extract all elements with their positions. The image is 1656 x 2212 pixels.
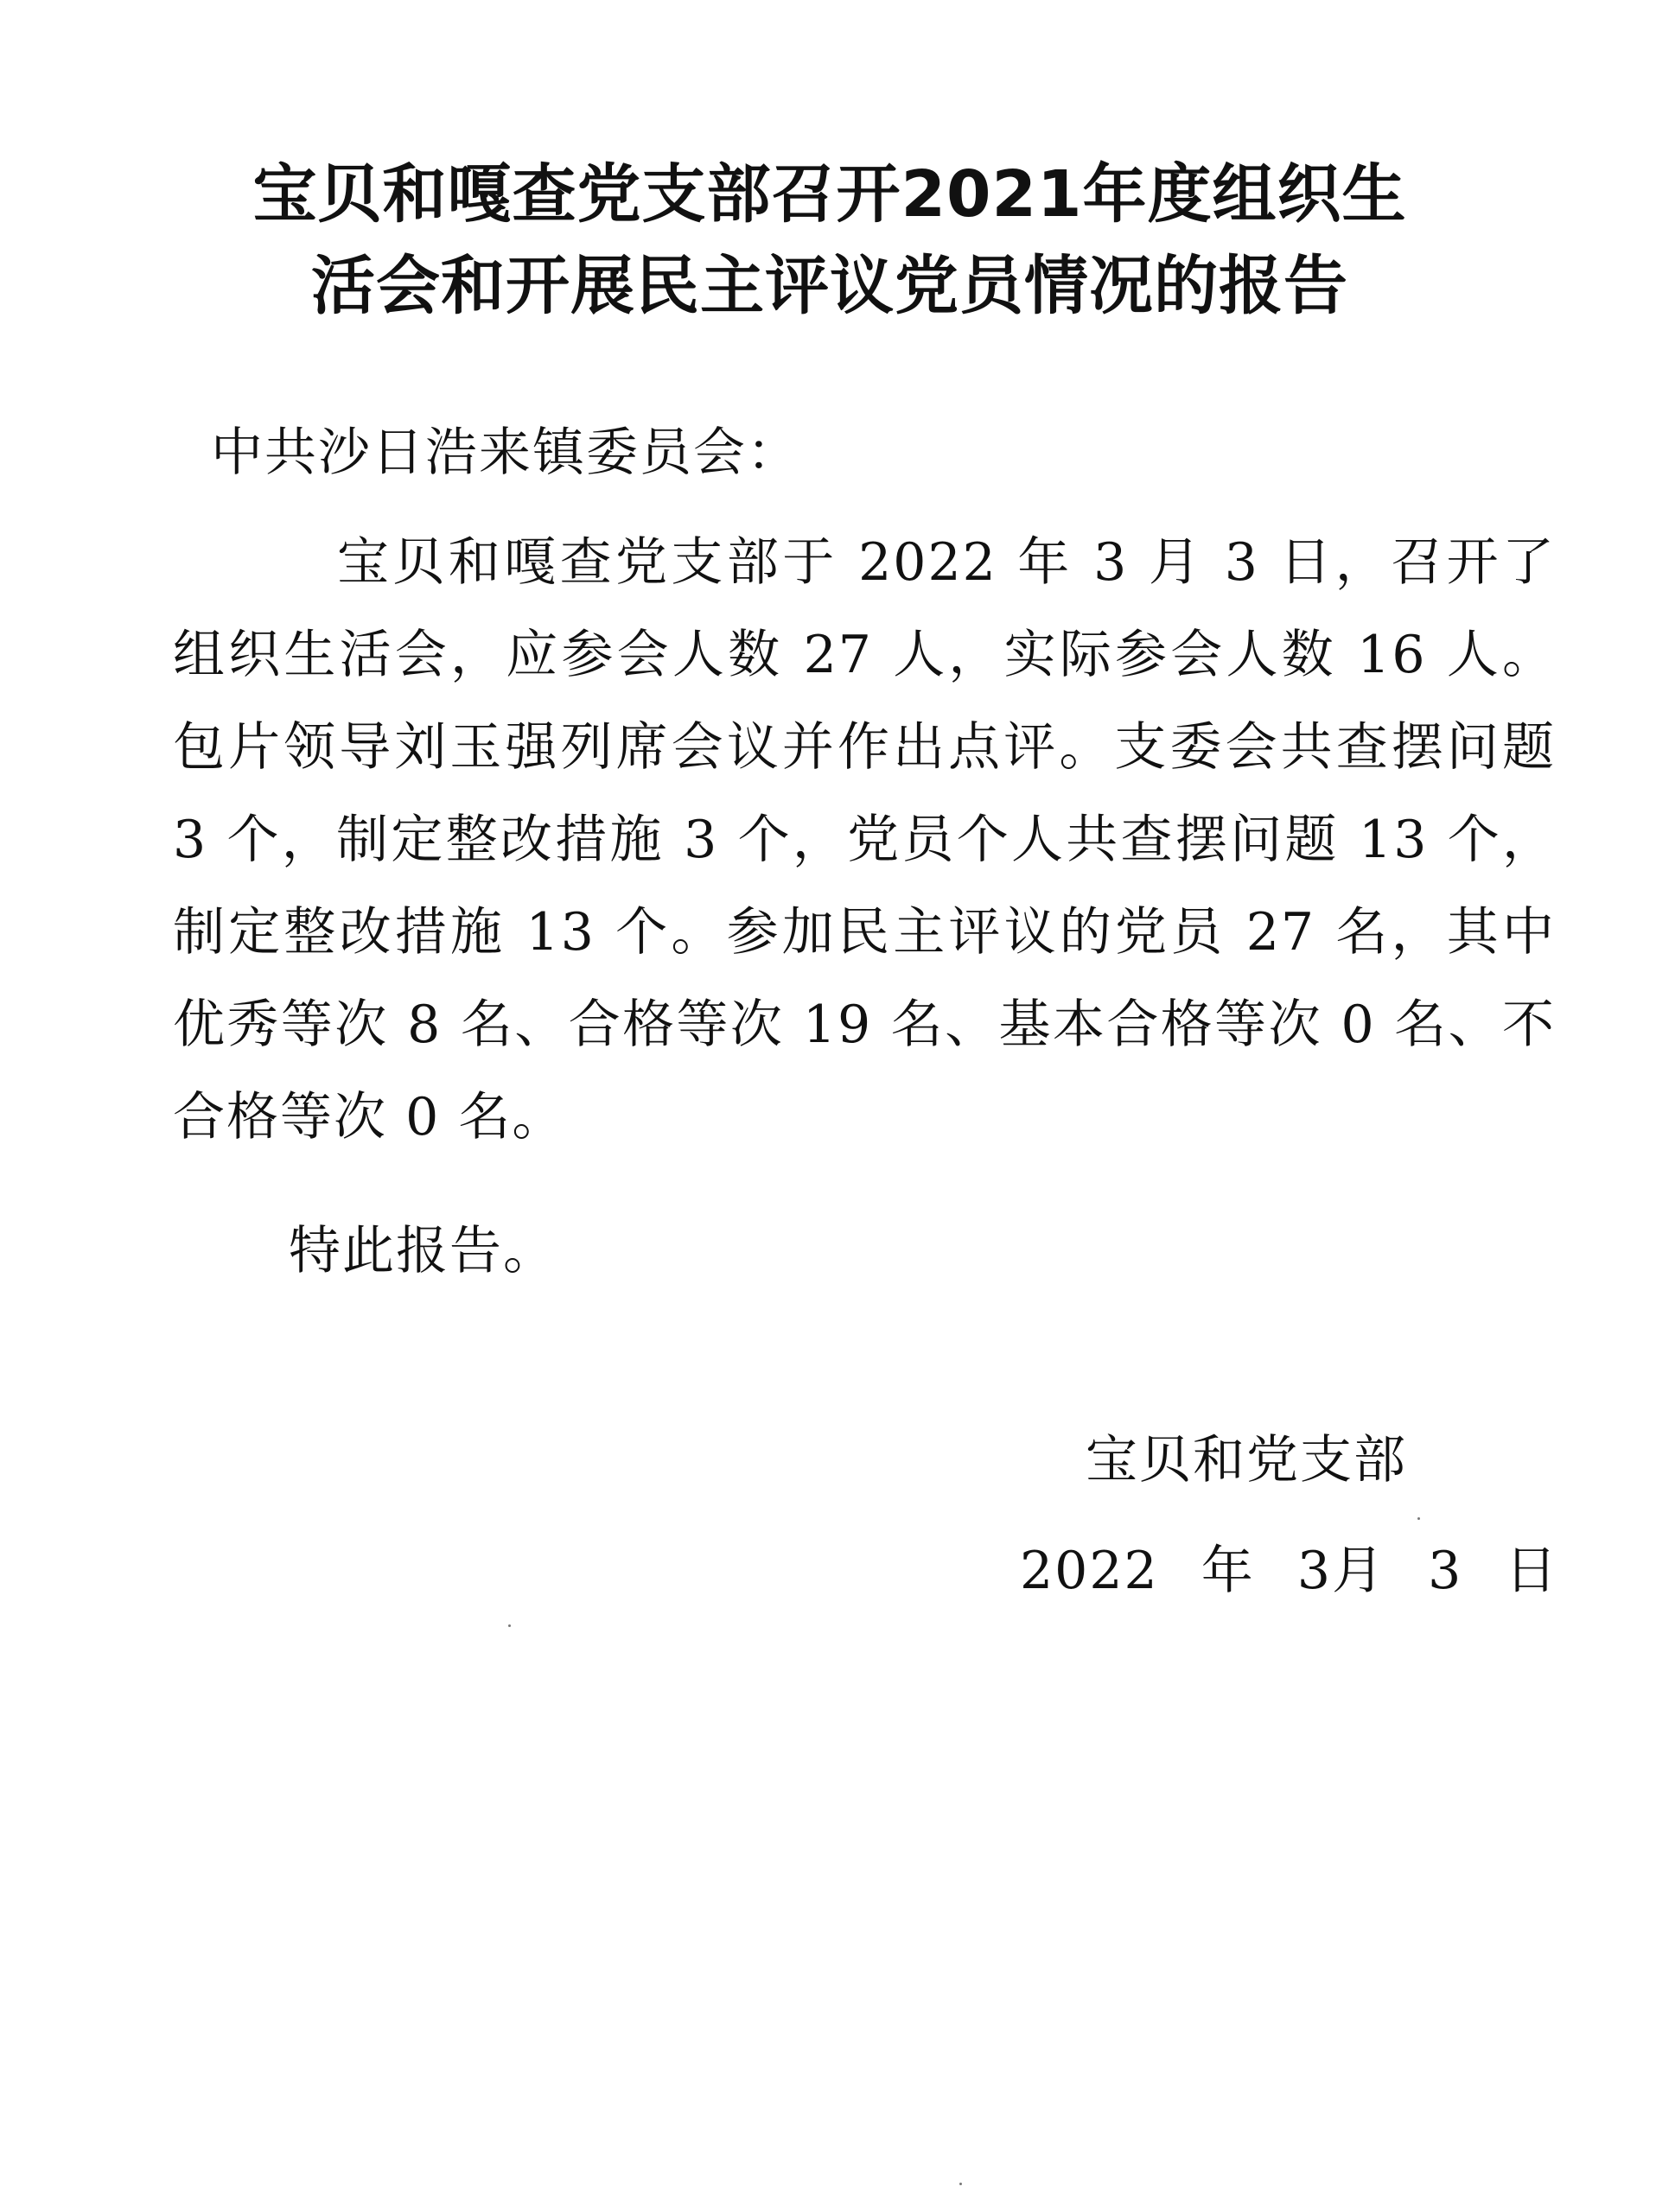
body-paragraph: 宝贝和嘎查党支部于 2022 年 3 月 3 日，召开了组织生活会，应参会人数 27 人，实际参会人数 16 人。包片领导刘玉强列席会议并作出点评。支委会共查摆问题 3 个，制定整改措施 3 个，党员个人共查摆问题 13 个，制定整改措施 13 个。参加民主评议的党员 27 名，其中优秀等次 8 名、合格等次 19 名、基本合格等次 0 名、不合格等次 0 名。	[173, 532, 1556, 1147]
salutation: 中共沙日浩来镇委员会：	[211, 423, 800, 483]
report-date: 2022 年 3月 3 日	[1020, 1541, 1559, 1601]
report-title-line-1: 宝贝和嘎查党支部召开2021年度组织生	[252, 157, 1407, 232]
scan-speck	[508, 1624, 511, 1627]
scan-speck	[959, 2183, 962, 2185]
signature: 宝贝和党支部	[1086, 1430, 1407, 1491]
report-title-line-2: 活会和开展民主评议党员情况的报告	[311, 249, 1348, 323]
closing-remark: 特此报告。	[289, 1221, 557, 1281]
scan-speck	[1417, 1517, 1420, 1520]
